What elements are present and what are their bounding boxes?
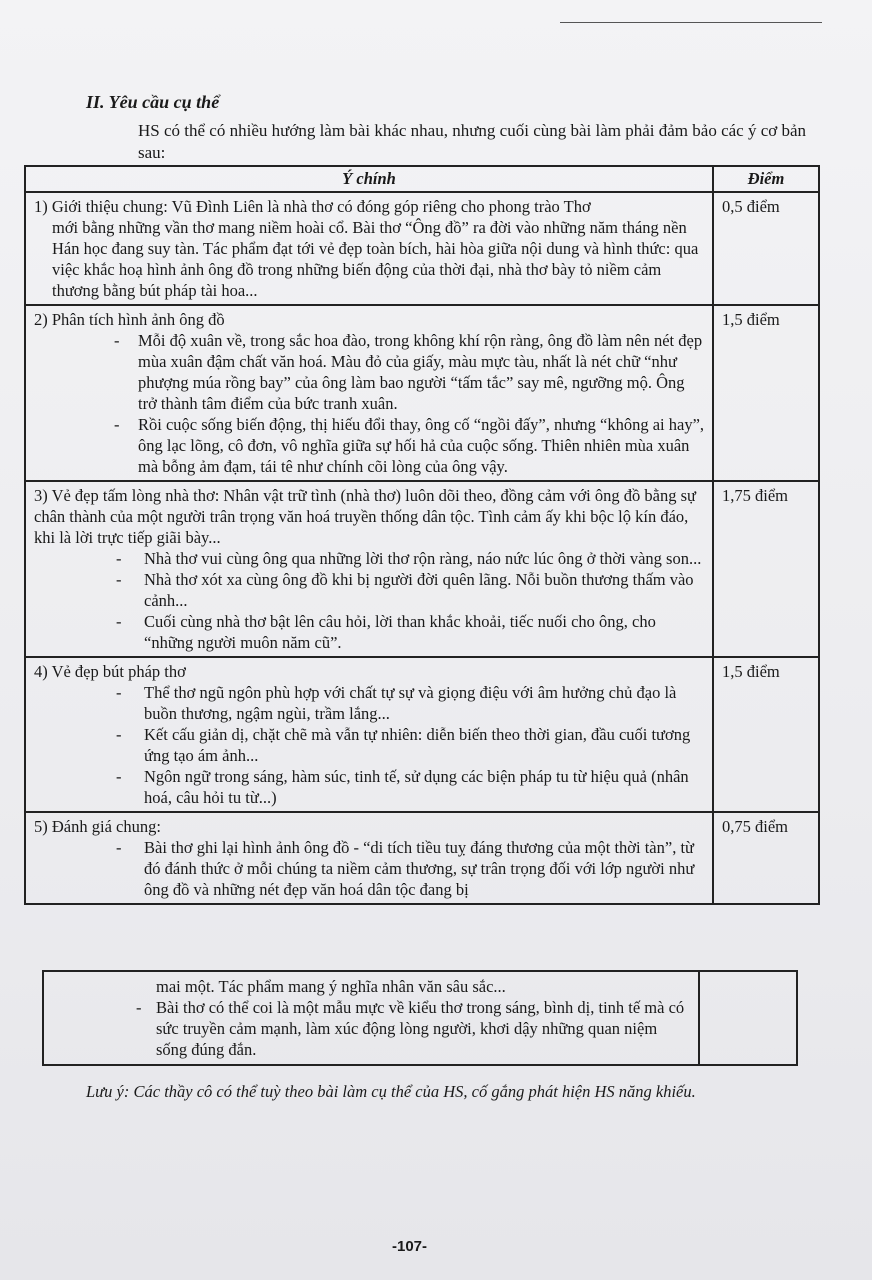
bullet-item: - Ngôn ngữ trong sáng, hàm súc, tinh tế, sử dụng các biện pháp tu từ hiệu quả (nhân hoá, câu hỏi tu từ...) <box>34 766 704 808</box>
bullet-item: - Nhà thơ vui cùng ông qua những lời thơ rộn ràng, náo nức lúc ông ở thời vàng son... <box>34 548 704 569</box>
table-row <box>25 481 819 657</box>
table-row <box>25 812 819 904</box>
row-title: 1) Giới thiệu chung: Vũ Đình Liên là nhà thơ có đóng góp riêng cho phong trào Thơ <box>34 197 591 216</box>
row-paragraph: mới bằng những vần thơ mang niềm hoài cổ. Bài thơ “Ông đồ” ra đời vào những năm tháng nền Hán học đang suy tàn. Tác phẩm đạt tới vẻ đẹp toàn bích, hài hòa giữa nội dung và hình thức: qua việc khắc hoạ hình ảnh ông đồ trong những biến động của thời đại, nhà thơ bày tỏ niềm cảm thương bằng bút pháp tài hoa... <box>52 218 699 300</box>
table-header-row <box>25 166 819 192</box>
row-title: 3) Vẻ đẹp tấm lòng nhà thơ: Nhân vật trữ tình (nhà thơ) luôn dõi theo, đồng cảm với ông đồ bằng sự chân thành của một người trân trọng văn hoá truyền thống dân tộc. Tình cảm ấy khi bộc lộ kín đáo, khi là lời trực tiếp giãi bày... <box>34 486 696 547</box>
table-row <box>43 971 797 1065</box>
bullet-list <box>34 330 704 477</box>
header-score: Điểm <box>713 166 819 192</box>
scan-artifact-line <box>560 22 822 23</box>
bullet-item: - Mỗi độ xuân về, trong sắc hoa đào, trong không khí rộn ràng, ông đồ làm nên nét đẹp mùa xuân đậm chất văn hoá. Màu đỏ của giấy, màu mực tàu, nhất là nét chữ “như phượng múa rồng bay” của ông làm bao người “tấm tắc” say mê, ngưỡng mộ. Ông trở thành tâm điểm của bức tranh xuân. <box>34 330 704 414</box>
row-score: 1,5 điểm <box>713 305 819 481</box>
note-text: Lưu ý: Các thầy cô có thể tuỳ theo bài làm cụ thể của HS, cố gắng phát hiện HS năng khiếu. <box>86 1082 696 1101</box>
row-content <box>25 812 713 904</box>
continuation-table <box>42 970 798 1066</box>
bullet-list <box>34 837 704 900</box>
row-title: 2) Phân tích hình ảnh ông đồ <box>34 310 225 329</box>
bullet-item: - Cuối cùng nhà thơ bật lên câu hỏi, lời than khắc khoải, tiếc nuối cho ông, cho “những người muôn năm cũ”. <box>34 611 704 653</box>
page-number: -107- <box>392 1238 428 1255</box>
row-content <box>25 305 713 481</box>
row-score: 0,5 điểm <box>713 192 819 305</box>
continuation-text: mai một. Tác phẩm mang ý nghĩa nhân văn sâu sắc... <box>156 977 506 996</box>
bullet-list <box>34 682 704 808</box>
intro-paragraph: HS có thể có nhiều hướng làm bài khác nhau, nhưng cuối cùng bài làm phải đảm bảo các ý cơ bản sau: <box>138 121 807 162</box>
row-title: 4) Vẻ đẹp bút pháp thơ <box>34 662 186 681</box>
bullet-list <box>50 997 692 1060</box>
table-row <box>25 192 819 305</box>
row-score: 1,5 điểm <box>713 657 819 812</box>
row-score: 0,75 điểm <box>713 812 819 904</box>
row-content <box>25 192 713 305</box>
bullet-item: - Bài thơ có thể coi là một mẫu mực về kiểu thơ trong sáng, bình dị, tinh tế mà có sức truyền cảm mạnh, làm xúc động lòng người, khơi dậy những quan niệm sống đúng đắn. <box>50 997 692 1060</box>
row-score: 1,75 điểm <box>713 481 819 657</box>
grading-table <box>24 165 820 905</box>
empty-score-cell <box>699 971 797 1065</box>
bullet-list <box>34 548 704 653</box>
row-content <box>25 657 713 812</box>
bullet-item: - Nhà thơ xót xa cùng ông đồ khi bị người đời quên lãng. Nỗi buồn thương thấm vào cảnh... <box>34 569 704 611</box>
header-main-ideas: Ý chính <box>25 166 713 192</box>
bullet-item: - Thể thơ ngũ ngôn phù hợp với chất tự sự và giọng điệu với âm hưởng chủ đạo là buồn thương, ngậm ngùi, trầm lắng... <box>34 682 704 724</box>
bullet-item: - Rồi cuộc sống biến động, thị hiếu đổi thay, ông cố “ngồi đấy”, nhưng “không ai hay”, ông lạc lõng, cô đơn, vô nghĩa giữa sự hối hả của cuộc sống. Thiên nhiên mùa xuân mà bỗng ảm đạm, tái tê như chính cõi lòng của ông vậy. <box>34 414 704 477</box>
row-content <box>43 971 699 1065</box>
row-title: 5) Đánh giá chung: <box>34 817 161 836</box>
table-row <box>25 657 819 812</box>
row-content <box>25 481 713 657</box>
table-row <box>25 305 819 481</box>
bullet-item: - Kết cấu giản dị, chặt chẽ mà vẫn tự nhiên: diễn biến theo thời gian, đầu cuối tương ứng tạo ám ảnh... <box>34 724 704 766</box>
bullet-item: - Bài thơ ghi lại hình ảnh ông đồ - “di tích tiều tuỵ đáng thương của một thời tàn”, từ đó đánh thức ở mỗi chúng ta niềm cảm thương, sự trân trọng đối với lớp người như ông đồ và những nét đẹp văn hoá dân tộc đang bị <box>34 837 704 900</box>
section-title: II. Yêu cầu cụ thể <box>86 92 220 112</box>
